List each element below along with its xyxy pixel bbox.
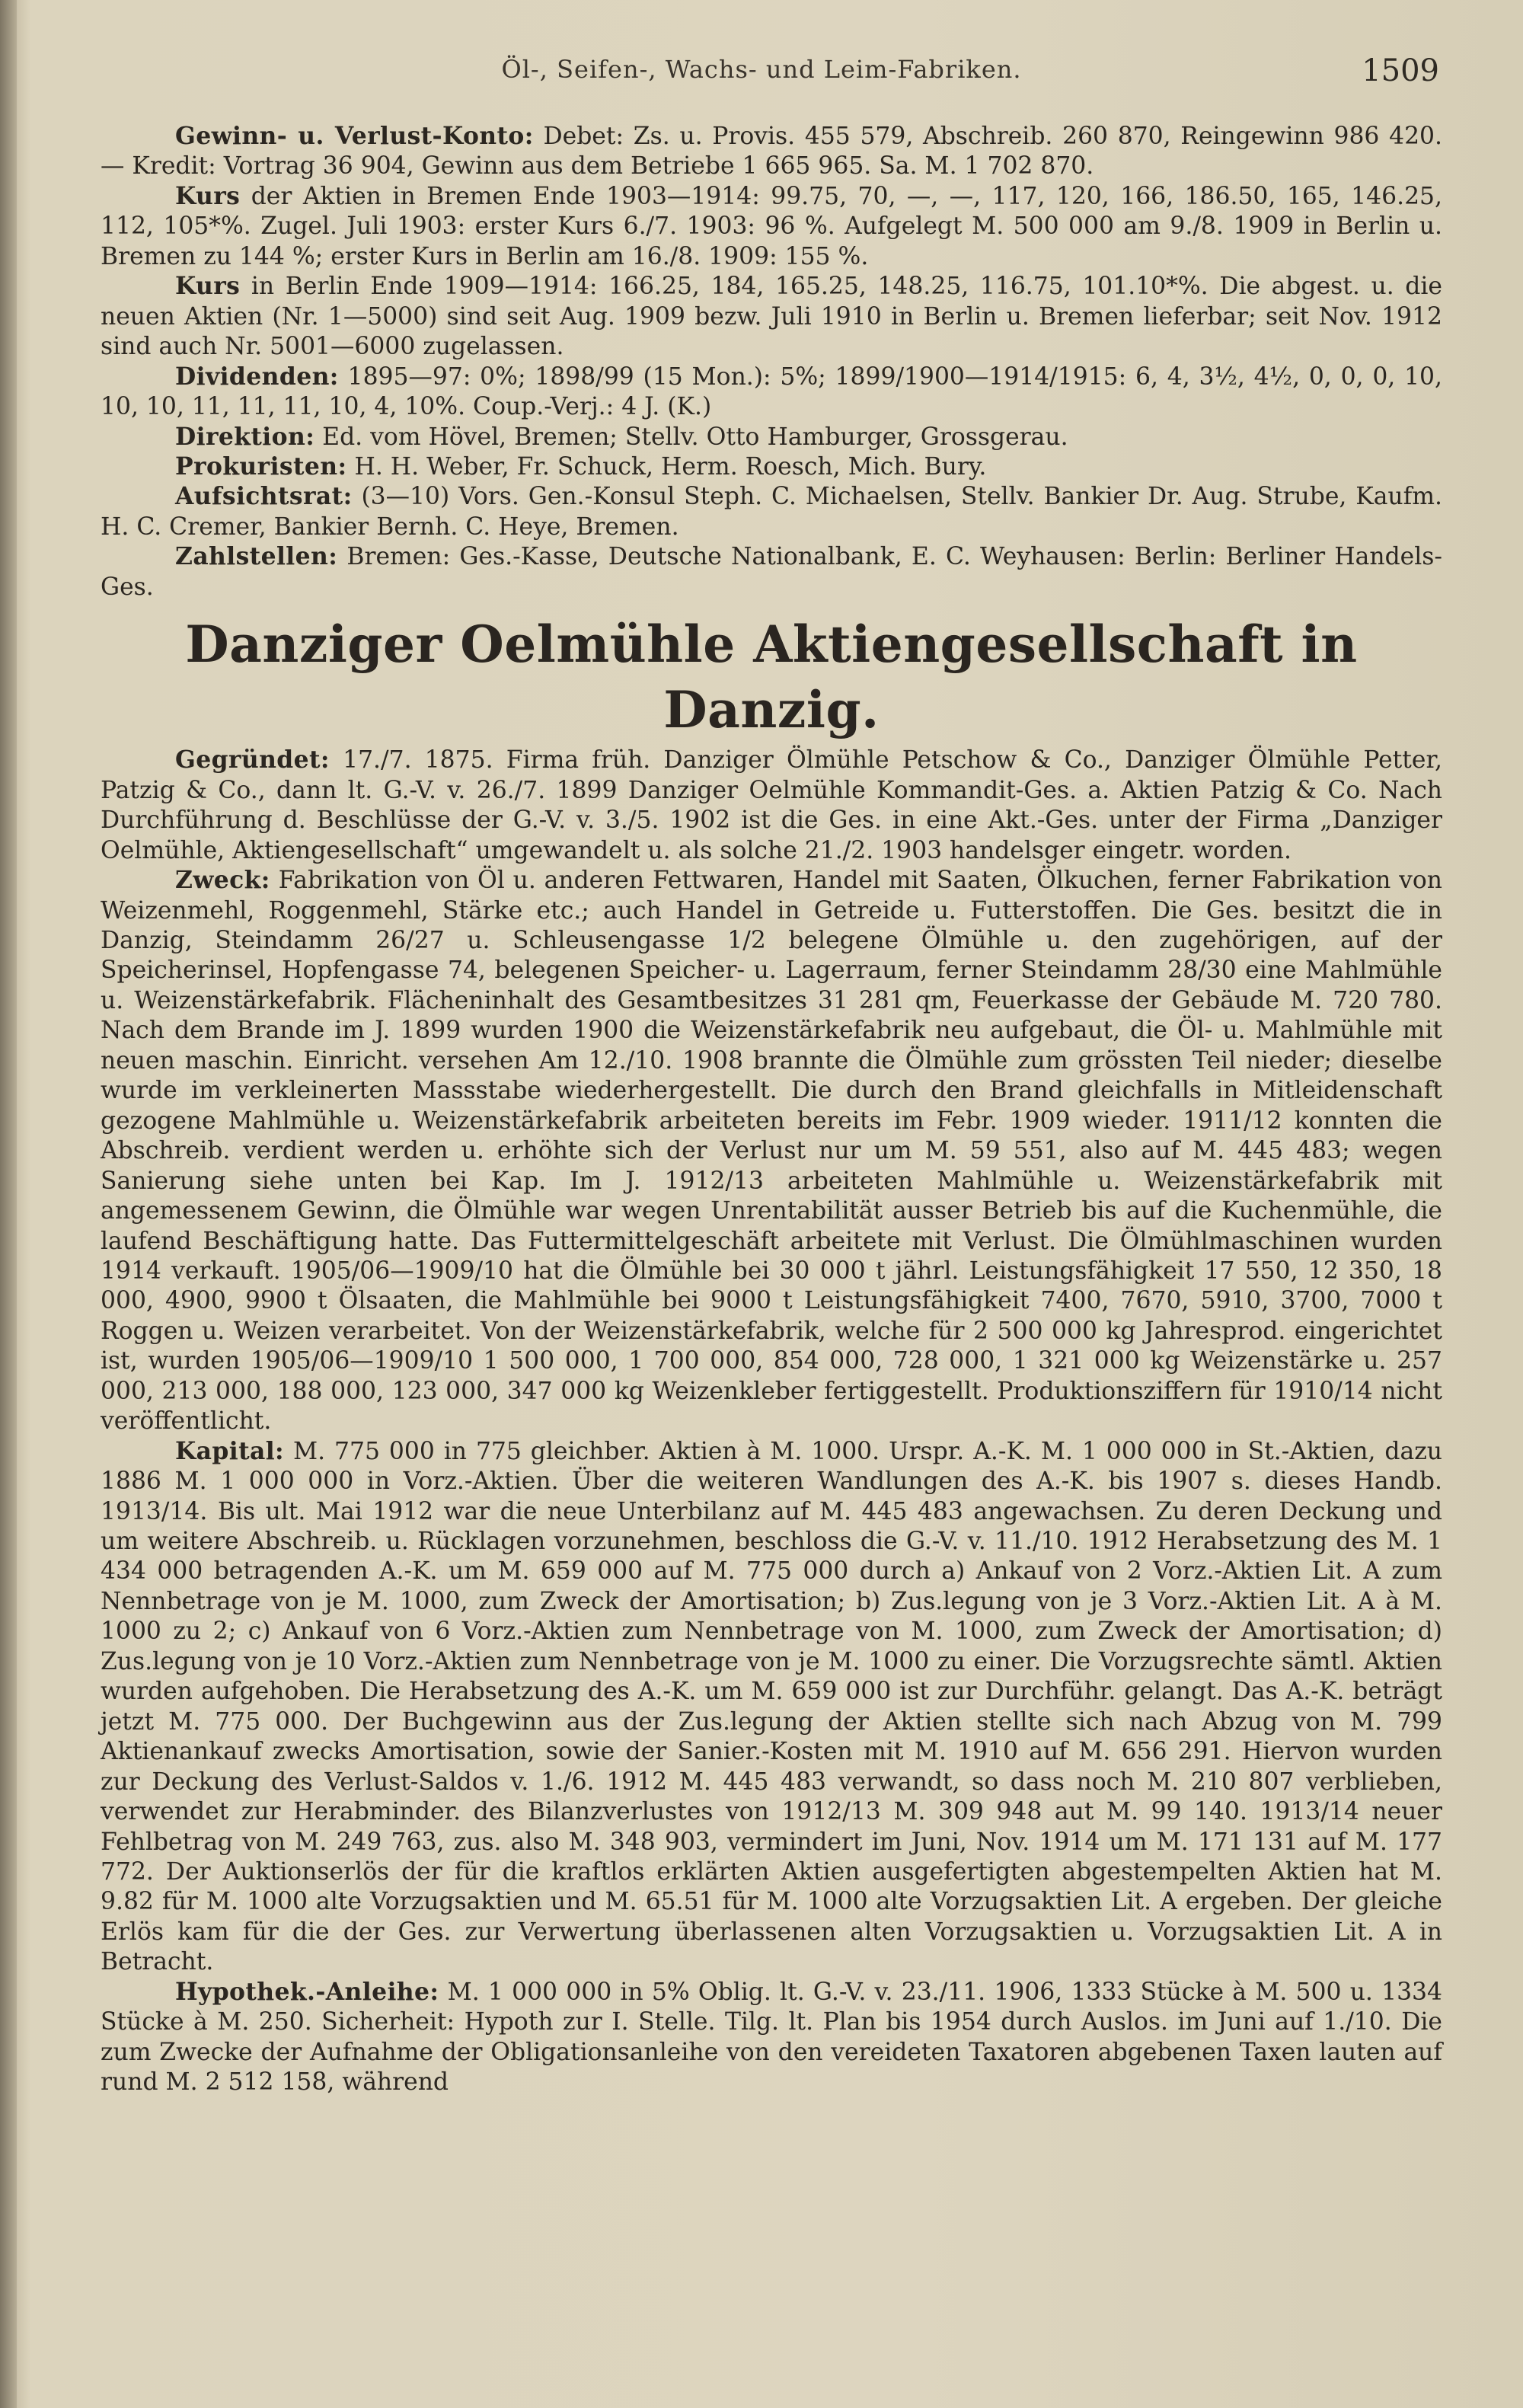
entry-label: Zahlstellen: <box>175 543 338 571</box>
aufsichtsrat-entry <box>101 482 1442 542</box>
kapital-entry <box>101 1437 1442 1978</box>
page-binding-shadow <box>0 0 17 2408</box>
direktion-entry <box>101 423 1442 452</box>
gewinn-verlust-entry <box>101 122 1442 182</box>
gegruendet-entry <box>101 746 1442 866</box>
entry-label: Gegründet: <box>175 746 330 774</box>
prokuristen-entry <box>101 452 1442 482</box>
dividenden-entry <box>101 362 1442 423</box>
entry-label: Kurs <box>175 182 241 210</box>
entry-label: Direktion: <box>175 423 315 451</box>
entry-text: M. 1 000 000 in 5% Oblig. lt. G.-V. v. 23./11. 1906, 1333 Stücke à M. 500 u. 1334 Stücke à M. 250. Sicherheit: Hypoth zur I. Stelle. Tilg. lt. Plan bis 1954 durch Auslos. im Juni auf 1./10. Die zum Zwecke der Aufnahme der Obligationsanleihe von den vereideten Taxatoren abgebenen Taxen lauten auf rund M. 2 512 158, während <box>101 1978 1442 2097</box>
entry-label: Aufsichtsrat: <box>175 483 353 511</box>
entry-text: 17./7. 1875. Firma früh. Danziger Ölmühle Petschow & Co., Danziger Ölmühle Petter, Patzig & Co., dann lt. G.-V. v. 26./7. 1899 Danziger Oelmühle Kommandit-Ges. a. Aktien Patzig & Co. Nach Durchführung d. Beschlüsse der G.-V. v. 3./5. 1902 ist die Ges. in eine Akt.-Ges. unter der Firma „Danziger Oelmühle, Aktiengesellschaft“ umgewandelt u. als solche 21./2. 1903 handelsger eingetr. worden. <box>101 746 1442 864</box>
page-number: 1509 <box>1362 53 1439 88</box>
entry-label: Gewinn- u. Verlust-Konto: <box>175 123 534 150</box>
entry-text: in Berlin Ende 1909—1914: 166.25, 184, 165.25, 148.25, 116.75, 101.10*%. Die abgest. u. die neuen Aktien (Nr. 1—5000) sind seit Aug. 1909 bezw. Juli 1910 in Berlin u. Bremen lieferbar; seit Nov. 1912 sind auch Nr. 5001—6000 zugelassen. <box>101 273 1442 361</box>
entry-text: Debet: Zs. u. Provis. 455 579, Abschreib. 260 870, Reingewinn 986 420. — Kredit: Vortrag 36 904, Gewinn aus dem Betriebe 1 665 965. Sa. M. 1 702 870. <box>101 123 1442 180</box>
entry-text: Ed. vom Hövel, Bremen; Stellv. Otto Hamburger, Grossgerau. <box>322 423 1068 451</box>
entry-text: Fabrikation von Öl u. anderen Fettwaren, Handel mit Saaten, Ölkuchen, ferner Fabrikation von Weizenmehl, Roggenmehl, Stärke etc.; auch Handel in Getreide u. Futterstoffen. Die Ges. besitzt die in Danzig, Steindamm 26/27 u. Schleusengasse 1/2 belegene Ölmühle u. den zugehörigen, auf der Speicherinsel, Hopfengasse 74, belegenen Speicher- u. Lagerraum, ferner Steindamm 28/30 eine Mahlmühle u. Weizenstärkefabrik. Flächeninhalt des Gesamtbesitzes 31 281 qm, Feuerkasse der Gebäude M. 720 780. Nach dem Brande im J. 1899 wurden 1900 die Weizenstärkefabrik neu aufgebaut, die Öl- u. Mahlmühle mit neuen maschin. Einricht. versehen Am 12./10. 1908 brannte die Ölmühle zum grössten Teil nieder; dieselbe wurde im verkleinerten Massstabe wiederhergestellt. Die durch den Brand gleichfalls in Mitleidenschaft gezogene Mahlmühle u. Weizenstärkefabrik arbeiteten bereits im Febr. 1909 wieder. 1911/12 konnten die Abschreib. verdient werden u. erhöhte sich der Verlust nur um M. 59 551, also auf M. 445 483; wegen Sanierung siehe unten bei Kap. Im J. 1912/13 arbeiteten Mahlmühle u. Weizenstärkefabrik mit angemessenem Gewinn, die Ölmühle war wegen Unrentabilität ausser Betrieb bis auf die Kuchenmühle, die laufend Beschäftigung hatte. Das Futtermittelgeschäft arbeitete mit Verlust. Die Ölmühlmaschinen wurden 1914 verkauft. 1905/06—1909/10 hat die Ölmühle bei 30 000 t jährl. Leistungsfähigkeit 17 550, 12 350, 18 000, 4900, 9900 t Ölsaaten, die Mahlmühle bei 9000 t Leistungsfähigkeit 7400, 7670, 5910, 3700, 7000 t Roggen u. Weizen verarbeitet. Von der Weizenstärkefabrik, welche für 2 500 000 kg Jahresprod. eingerichtet ist, wurden 1905/06—1909/10 1 500 000, 1 700 000, 854 000, 728 000, 1 321 000 kg Weizenstärke u. 257 000, 213 000, 188 000, 123 000, 347 000 kg Weizenkleber fertiggestellt. Produktionsziffern für 1910/14 nicht veröffentlicht. <box>101 867 1442 1436</box>
entry-label: Kapital: <box>175 1437 285 1465</box>
zweck-entry <box>101 866 1442 1437</box>
hypothek-anleihe-entry <box>101 1978 1442 2098</box>
entry-text: 1895—97: 0%; 1898/99 (15 Mon.): 5%; 1899/1900—1914/1915: 6, 4, 3½, 4½, 0, 0, 0, 10, 10, 10, 11, 11, 11, 10, 4, 10%. Coup.-Verj.: 4 J. (K.) <box>101 362 1442 421</box>
entry-label: Hypothek.-Anleihe: <box>175 1978 439 2006</box>
entry-label: Kurs <box>175 273 241 301</box>
entry-label: Zweck: <box>175 867 270 895</box>
kurs-bremen-entry <box>101 182 1442 272</box>
page-body <box>101 122 1442 2098</box>
entry-text: der Aktien in Bremen Ende 1903—1914: 99.75, 70, —, —, 117, 120, 166, 186.50, 165, 146.25, 112, 105*%. Zugel. Juli 1903: erster Kurs 6./7. 1903: 96 %. Aufgelegt M. 500 000 am 9./8. 1909 in Berlin u. Bremen zu 144 %; erster Kurs in Berlin am 16./8. 1909: 155 %. <box>101 182 1442 270</box>
entry-text: (3—10) Vors. Gen.-Konsul Steph. C. Michaelsen, Stellv. Bankier Dr. Aug. Strube, Kaufm. H. C. Cremer, Bankier Bernh. C. Heye, Bremen. <box>101 483 1442 541</box>
entry-label: Dividenden: <box>175 362 339 391</box>
running-head: Öl-, Seifen-, Wachs- und Leim-Fabriken. <box>501 55 1022 84</box>
zahlstellen-entry <box>101 542 1442 602</box>
company-title: Danziger Oelmühle Aktiengesellschaft in Danzig. <box>185 615 1358 740</box>
entry-text: M. 775 000 in 775 gleichber. Aktien à M. 1000. Urspr. A.-K. M. 1 000 000 in St.-Aktien, dazu 1886 M. 1 000 000 in Vorz.-Aktien. Über die weiteren Wandlungen des A.-K. bis 1907 s. dieses Handb. 1913/14. Bis ult. Mai 1912 war die neue Unterbilanz auf M. 445 483 angewachsen. Zu deren Deckung und um weitere Abschreib. u. Rücklagen vorzunehmen, beschloss die G.-V. v. 11./10. 1912 Herabsetzung des M. 1 434 000 betragenden A.-K. um M. 659 000 auf M. 775 000 durch a) Ankauf von 2 Vorz.-Aktien Lit. A zum Nennbetrage von je M. 1000, zum Zweck der Amortisation; b) Zus.legung von je 3 Vorz.-Aktien Lit. A à M. 1000 zu 2; c) Ankauf von 6 Vorz.-Aktien zum Nennbetrage von M. 1000, zum Zweck der Amortisation; d) Zus.legung von je 10 Vorz.-Aktien zum Nennbetrage von je M. 1000 zu einer. Die Vorzugsrechte sämtl. Aktien wurden aufgehoben. Die Herabsetzung des A.-K. um M. 659 000 ist zur Durchführ. gelangt. Das A.-K. beträgt jetzt M. 775 000. Der Buchgewinn aus der Zus.legung der Aktien stellte sich nach Abzug von M. 799 Aktienankauf zwecks Amortisation, sowie der Sanier.-Kosten mit M. 1910 auf M. 656 291. Hiervon wurden zur Deckung des Verlust-Saldos v. 1./6. 1912 M. 445 483 verwandt, so dass noch M. 210 807 verblieben, verwendet zur Herabminder. des Bilanzverlustes von 1912/13 M. 309 948 aut M. 99 140. 1913/14 neuer Fehlbetrag von M. 249 763, zus. also M. 348 903, vermindert im Juni, Nov. 1914 um M. 171 131 auf M. 177 772. Der Auktionserlös der für die kraftlos erklärten Aktien ausgefertigten abgestempelten Aktien hat M. 9.82 für M. 1000 alte Vorzugsaktien und M. 65.51 für M. 1000 alte Vorzugsaktien Lit. A ergeben. Der gleiche Erlös kam für die der Ges. zur Verwertung überlassenen alten Vorzugsaktien u. Vorzugsaktien Lit. A in Betracht. <box>101 1437 1442 1976</box>
entry-text: H. H. Weber, Fr. Schuck, Herm. Roesch, Mich. Bury. <box>354 452 987 481</box>
kurs-berlin-entry <box>101 272 1442 362</box>
entry-label: Prokuristen: <box>175 452 347 481</box>
entry-text: Bremen: Ges.-Kasse, Deutsche Nationalbank, E. C. Weyhausen: Berlin: Berliner Handels-Ges. <box>101 543 1442 601</box>
